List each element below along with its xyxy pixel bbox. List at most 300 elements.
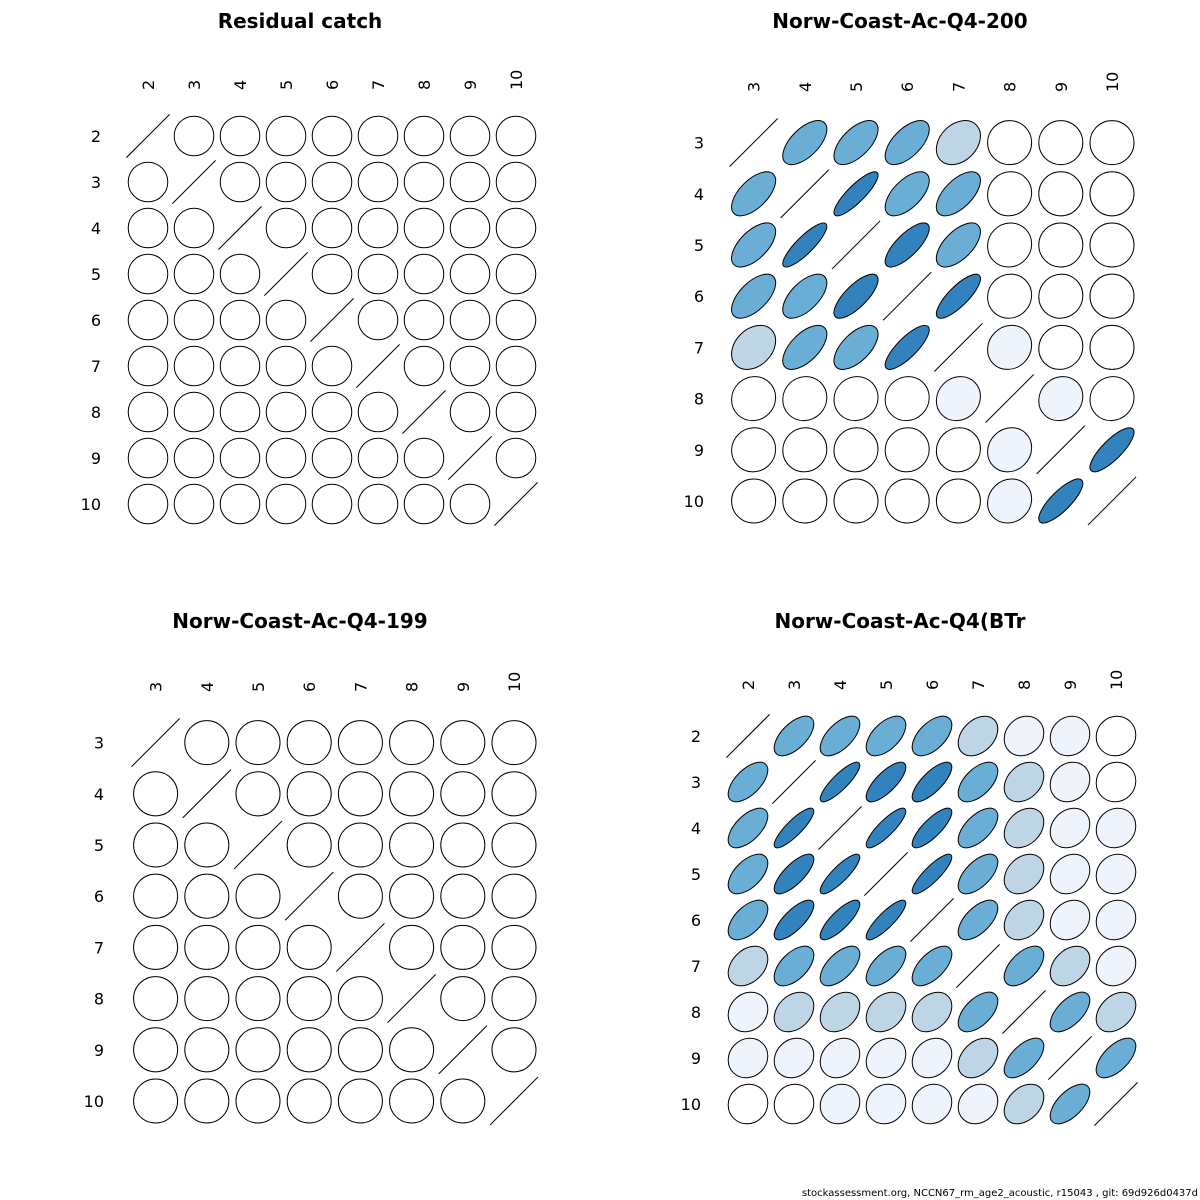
- correlation-ellipse-mark: [1084, 422, 1140, 478]
- correlation-ellipse-mark: [1088, 846, 1144, 902]
- correlation-ellipse-mark: [724, 267, 783, 326]
- row-tick-label: 6: [693, 287, 704, 307]
- column-tick-label: 6: [300, 681, 320, 692]
- correlation-ellipse-mark: [396, 200, 452, 256]
- correlation-ellipse-mark: [1030, 368, 1092, 430]
- correlation-ellipse-mark: [380, 865, 442, 927]
- correlation-ellipse-mark: [996, 708, 1052, 764]
- correlation-ellipse-mark: [166, 338, 222, 394]
- correlation-ellipse-mark: [829, 167, 883, 221]
- correlation-ellipse-mark: [350, 108, 406, 164]
- diagonal-line-mark: [172, 160, 215, 203]
- correlation-ellipse-mark: [483, 711, 545, 773]
- column-tick-label: 5: [249, 681, 268, 692]
- row-tick-label: 3: [93, 733, 104, 753]
- row-tick-label: 8: [90, 403, 101, 422]
- correlation-ellipse-mark: [380, 1019, 442, 1081]
- correlation-ellipse-mark: [720, 1030, 776, 1086]
- row-tick-label: 4: [90, 219, 101, 238]
- correlation-ellipse-mark: [120, 246, 176, 302]
- correlation-ellipse-mark: [120, 200, 176, 256]
- correlation-ellipse-mark: [120, 384, 176, 440]
- correlation-ellipse-mark: [442, 476, 498, 532]
- correlation-ellipse-mark: [720, 938, 775, 993]
- correlation-ellipse-mark: [996, 754, 1051, 809]
- correlation-ellipse-mark: [828, 268, 885, 325]
- diagonal-line-mark: [864, 852, 907, 895]
- correlation-ellipse-mark: [227, 763, 289, 825]
- correlation-ellipse-mark: [212, 246, 268, 302]
- correlation-ellipse-mark: [775, 267, 834, 326]
- correlation-ellipse-mark: [767, 709, 820, 762]
- correlation-ellipse-mark: [775, 318, 834, 377]
- correlation-ellipse-mark: [488, 292, 544, 348]
- correlation-ellipse-mark: [904, 984, 959, 1039]
- correlation-ellipse-mark: [858, 1076, 914, 1132]
- correlation-ellipse-mark: [979, 419, 1041, 481]
- row-tick-label: 2: [90, 127, 101, 146]
- correlation-ellipse-mark: [304, 200, 360, 256]
- correlation-ellipse-mark: [380, 814, 442, 876]
- row-tick-label: 7: [90, 357, 101, 376]
- correlation-ellipse-mark: [329, 814, 391, 876]
- correlation-ellipse-mark: [212, 338, 268, 394]
- correlation-ellipse-mark: [861, 757, 912, 808]
- correlation-ellipse-mark: [258, 384, 314, 440]
- row-tick-label: 6: [690, 911, 701, 930]
- diagonal-line-mark: [356, 344, 399, 387]
- correlation-ellipse-mark: [120, 476, 176, 532]
- diagonal-line-mark: [310, 298, 353, 341]
- correlation-ellipse-mark: [304, 108, 360, 164]
- column-tick-label: 7: [369, 79, 388, 90]
- correlation-ellipse-mark: [1081, 163, 1143, 225]
- row-tick-label: 9: [93, 1040, 104, 1060]
- column-tick-label: 2: [139, 79, 158, 90]
- correlation-ellipse-mark: [1042, 708, 1098, 764]
- correlation-ellipse-mark: [812, 1076, 868, 1132]
- column-tick-label: 5: [847, 81, 866, 92]
- correlation-ellipse-mark: [950, 1030, 1005, 1085]
- correlation-ellipse-mark: [278, 916, 340, 978]
- correlation-ellipse-mark: [825, 367, 887, 429]
- correlation-ellipse-mark: [815, 895, 865, 945]
- diagonal-line-mark: [218, 206, 261, 249]
- correlation-ellipse-mark: [1088, 754, 1144, 810]
- correlation-ellipse-mark: [278, 1070, 340, 1132]
- correlation-ellipse-mark: [176, 814, 238, 876]
- row-tick-label: 8: [690, 1003, 701, 1022]
- correlation-ellipse-mark: [120, 154, 176, 210]
- diagonal-line-mark: [956, 944, 999, 987]
- row-tick-label: 10: [683, 492, 704, 511]
- panel-title: Norw-Coast-Ac-Q4-199: [172, 609, 428, 633]
- correlation-ellipse-mark: [329, 711, 391, 773]
- correlation-ellipse-mark: [878, 164, 937, 223]
- correlation-ellipse-mark: [1033, 473, 1089, 529]
- correlation-ellipse-mark: [488, 154, 544, 210]
- correlation-ellipse-mark: [432, 763, 494, 825]
- correlation-ellipse-mark: [166, 430, 222, 486]
- correlation-ellipse-mark: [124, 763, 186, 825]
- correlation-ellipse-mark: [770, 804, 819, 853]
- correlation-ellipse-mark: [227, 1070, 289, 1132]
- correlation-ellipse-mark: [258, 200, 314, 256]
- correlation-ellipse-mark: [278, 711, 340, 773]
- correlation-ellipse-mark: [978, 265, 1040, 327]
- row-tick-label: 4: [690, 819, 701, 838]
- row-tick-label: 3: [90, 173, 101, 192]
- diagonal-line-mark: [126, 114, 169, 157]
- correlation-ellipse-mark: [350, 200, 406, 256]
- correlation-ellipse-mark: [876, 419, 938, 481]
- correlation-ellipse-mark: [879, 217, 936, 274]
- diagonal-line-mark: [494, 482, 537, 525]
- correlation-ellipse-mark: [380, 763, 442, 825]
- correlation-ellipse-mark: [396, 154, 452, 210]
- row-tick-label: 3: [690, 773, 701, 792]
- column-tick-label: 4: [231, 79, 250, 90]
- correlation-ellipse-mark: [774, 470, 836, 532]
- correlation-ellipse-mark: [227, 1019, 289, 1081]
- correlation-ellipse-mark: [951, 893, 1004, 946]
- correlation-ellipse-mark: [432, 916, 494, 978]
- panel-norw-coast-ac-q4-199: [84, 609, 546, 1132]
- correlation-ellipse-mark: [724, 215, 783, 274]
- correlation-ellipse-mark: [488, 246, 544, 302]
- diagonal-line-mark: [1037, 426, 1085, 474]
- correlation-ellipse-mark: [120, 292, 176, 348]
- correlation-ellipse-mark: [488, 338, 544, 394]
- correlation-ellipse-mark: [859, 709, 913, 763]
- correlation-ellipse-mark: [380, 916, 442, 978]
- correlation-ellipse-mark: [979, 470, 1041, 532]
- correlation-ellipse-mark: [176, 711, 238, 773]
- column-tick-label: 10: [505, 671, 524, 692]
- diagonal-line-mark: [1002, 990, 1045, 1033]
- column-tick-label: 5: [877, 679, 896, 690]
- correlation-ellipse-mark: [442, 384, 498, 440]
- row-tick-label: 10: [680, 1095, 701, 1114]
- correlation-ellipse-mark: [442, 292, 498, 348]
- correlation-ellipse-mark: [1088, 708, 1144, 764]
- row-tick-label: 5: [690, 865, 701, 884]
- correlation-ellipse-mark: [1088, 800, 1144, 856]
- column-tick-label: 9: [1061, 679, 1080, 690]
- correlation-ellipse-mark: [721, 893, 775, 947]
- panel-title: Norw-Coast-Ac-Q4-200: [772, 9, 1028, 33]
- diagonal-line-mark: [1094, 1082, 1137, 1125]
- diagonal-line-mark: [986, 375, 1034, 423]
- correlation-ellipse-mark: [432, 865, 494, 927]
- correlation-ellipse-mark: [227, 967, 289, 1029]
- correlation-ellipse-mark: [124, 814, 186, 876]
- row-tick-label: 7: [93, 938, 104, 958]
- correlation-ellipse-mark: [997, 939, 1051, 993]
- column-tick-label: 5: [277, 79, 296, 90]
- correlation-ellipse-mark: [927, 470, 989, 532]
- correlation-ellipse-mark: [1088, 984, 1143, 1039]
- column-tick-label: 8: [402, 681, 422, 692]
- correlation-ellipse-mark: [278, 763, 340, 825]
- correlation-ellipse-mark: [859, 939, 912, 992]
- row-tick-label: 8: [693, 389, 704, 409]
- diagonal-line-mark: [730, 119, 778, 167]
- correlation-ellipse-mark: [258, 430, 314, 486]
- diagonal-line-mark: [832, 221, 880, 269]
- correlation-ellipse-mark: [304, 154, 360, 210]
- correlation-ellipse-mark: [1081, 367, 1143, 429]
- correlation-ellipse-mark: [951, 801, 1004, 854]
- row-tick-label: 9: [693, 440, 704, 460]
- correlation-ellipse-mark: [1043, 1077, 1096, 1130]
- correlation-ellipse-mark: [774, 367, 836, 429]
- correlation-ellipse-mark: [227, 865, 289, 927]
- column-tick-label: 2: [739, 679, 758, 690]
- correlation-ellipse-mark: [978, 163, 1040, 225]
- row-tick-label: 5: [90, 265, 101, 284]
- correlation-ellipse-mark: [1030, 316, 1092, 378]
- correlation-ellipse-mark: [816, 850, 865, 899]
- panel-title: Residual catch: [217, 9, 383, 33]
- row-tick-label: 4: [693, 184, 704, 204]
- row-tick-label: 6: [90, 311, 101, 330]
- correlation-ellipse-mark: [442, 108, 498, 164]
- correlation-ellipse-mark: [396, 430, 452, 486]
- correlation-ellipse-mark: [721, 801, 774, 854]
- correlation-ellipse-mark: [862, 804, 911, 853]
- correlation-ellipse-mark: [124, 1070, 186, 1132]
- correlation-ellipse-mark: [907, 757, 958, 808]
- correlation-ellipse-mark: [1042, 892, 1098, 948]
- row-tick-label: 6: [93, 887, 104, 907]
- correlation-ellipse-mark: [488, 430, 544, 486]
- correlation-ellipse-mark: [227, 916, 289, 978]
- column-tick-label: 9: [461, 79, 480, 90]
- correlation-ellipse-mark: [442, 200, 498, 256]
- column-tick-label: 3: [146, 681, 166, 692]
- correlation-ellipse-mark: [721, 847, 775, 901]
- correlation-ellipse-mark: [858, 984, 913, 1039]
- panel-residual-catch: [81, 9, 544, 532]
- correlation-ellipse-mark: [166, 292, 222, 348]
- correlation-ellipse-mark: [904, 1030, 960, 1086]
- correlation-ellipse-mark: [329, 865, 391, 927]
- diagonal-line-mark: [910, 898, 953, 941]
- correlation-ellipse-mark: [907, 803, 957, 853]
- diagonal-line-mark: [439, 1026, 487, 1074]
- correlation-ellipse-mark: [483, 814, 545, 876]
- correlation-ellipse-mark: [774, 419, 836, 481]
- correlation-ellipse-mark: [1042, 754, 1098, 810]
- column-tick-label: 10: [1107, 669, 1126, 690]
- correlation-ellipse-mark: [928, 112, 990, 174]
- column-tick-label: 9: [1051, 81, 1071, 92]
- column-tick-label: 10: [507, 69, 526, 90]
- correlation-ellipse-mark: [120, 430, 176, 486]
- correlation-ellipse-mark: [723, 317, 785, 379]
- column-tick-label: 3: [185, 79, 204, 90]
- correlation-ellipse-mark: [767, 939, 821, 993]
- correlation-ellipse-mark: [775, 113, 834, 172]
- correlation-ellipse-mark: [978, 111, 1040, 173]
- correlation-ellipse-mark: [212, 108, 268, 164]
- correlation-ellipse-mark: [979, 316, 1041, 378]
- row-tick-label: 10: [80, 495, 101, 514]
- correlation-ellipse-mark: [724, 164, 783, 223]
- correlation-ellipse-mark: [997, 1031, 1050, 1084]
- correlation-ellipse-mark: [931, 268, 987, 324]
- column-tick-label: 6: [323, 79, 342, 90]
- correlation-ellipse-mark: [258, 338, 314, 394]
- diagonal-line-mark: [234, 821, 282, 869]
- correlation-ellipse-mark: [432, 967, 494, 1029]
- correlation-ellipse-mark: [929, 164, 988, 223]
- correlation-ellipse-mark: [176, 916, 238, 978]
- correlation-ellipse-mark: [1030, 163, 1092, 225]
- row-tick-label: 9: [90, 449, 101, 468]
- correlation-ellipse-mark: [1081, 214, 1143, 276]
- correlation-ellipse-mark: [442, 246, 498, 302]
- correlation-ellipse-mark: [1081, 265, 1143, 327]
- panel-norw-coast-ac-q4-btr: [681, 609, 1144, 1132]
- correlation-ellipse-mark: [120, 338, 176, 394]
- correlation-ellipse-mark: [329, 763, 391, 825]
- correlation-ellipse-mark: [483, 763, 545, 825]
- column-tick-label: 3: [785, 679, 804, 690]
- correlation-ellipse-mark: [442, 338, 498, 394]
- column-tick-label: 4: [831, 679, 850, 690]
- correlation-ellipse-mark: [929, 215, 988, 274]
- diagonal-line-mark: [132, 719, 180, 767]
- column-tick-label: 4: [197, 681, 217, 692]
- diagonal-line-mark: [264, 252, 307, 295]
- diagonal-line-mark: [490, 1077, 538, 1125]
- correlation-ellipse-mark: [304, 246, 360, 302]
- correlation-ellipse-mark: [212, 430, 268, 486]
- correlation-ellipse-mark: [488, 200, 544, 256]
- correlation-ellipse-mark: [166, 108, 222, 164]
- correlation-ellipse-mark: [722, 367, 784, 429]
- correlation-ellipse-mark: [778, 218, 832, 272]
- diagonal-line-mark: [781, 170, 829, 218]
- correlation-ellipse-mark: [905, 939, 958, 992]
- correlation-ellipse-mark: [879, 320, 935, 376]
- panel-norw-coast-ac-q4-200: [684, 9, 1144, 532]
- correlation-ellipse-mark: [905, 709, 959, 763]
- correlation-ellipse-mark: [258, 108, 314, 164]
- correlation-ellipse-mark: [1042, 800, 1098, 856]
- correlation-ellipse-mark: [826, 113, 885, 172]
- correlation-ellipse-mark: [442, 154, 498, 210]
- correlation-ellipse-mark: [1043, 985, 1096, 1038]
- correlation-ellipse-mark: [176, 1070, 238, 1132]
- correlation-ellipse-mark: [826, 318, 885, 377]
- correlation-ellipse-mark: [166, 200, 222, 256]
- correlation-ellipse-mark: [124, 916, 186, 978]
- correlation-ellipse-mark: [908, 850, 957, 899]
- correlation-ellipse-mark: [380, 1070, 442, 1132]
- correlation-ellipse-mark: [278, 967, 340, 1029]
- correlation-ellipse-mark: [350, 384, 406, 440]
- diagonal-line-mark: [388, 975, 436, 1023]
- correlation-ellipse-mark: [1030, 214, 1092, 276]
- correlation-ellipse-mark: [996, 800, 1051, 855]
- row-tick-label: 9: [690, 1049, 701, 1068]
- correlation-ellipse-mark: [350, 246, 406, 302]
- correlation-ellipse-mark: [176, 967, 238, 1029]
- correlation-ellipse-mark: [722, 470, 784, 532]
- correlation-ellipse-mark: [304, 338, 360, 394]
- row-tick-label: 8: [93, 989, 104, 1009]
- correlation-ellipse-mark: [350, 476, 406, 532]
- correlation-ellipse-mark: [769, 849, 820, 900]
- correlation-ellipse-mark: [996, 892, 1051, 947]
- row-tick-label: 5: [693, 236, 704, 255]
- correlation-ellipse-mark: [1081, 316, 1143, 378]
- correlation-ellipse-mark: [927, 368, 989, 430]
- correlation-ellipse-mark: [488, 384, 544, 440]
- correlation-ellipse-mark: [878, 113, 937, 172]
- correlation-ellipse-mark: [212, 384, 268, 440]
- correlation-ellipse-mark: [1081, 111, 1143, 173]
- correlation-ellipse-mark: [329, 1070, 391, 1132]
- correlation-ellipse-mark: [166, 246, 222, 302]
- correlation-ellipse-mark: [1030, 111, 1092, 173]
- correlation-ellipse-mark: [813, 939, 866, 992]
- correlation-ellipse-mark: [432, 814, 494, 876]
- correlation-ellipse-mark: [951, 985, 1005, 1039]
- correlation-ellipse-mark: [278, 1019, 340, 1081]
- correlation-ellipse-mark: [212, 292, 268, 348]
- column-tick-label: 7: [949, 81, 969, 92]
- correlation-ellipse-mark: [176, 865, 238, 927]
- correlation-ellipse-mark: [483, 967, 545, 1029]
- correlation-ellipse-mark: [766, 984, 821, 1039]
- correlation-ellipse-mark: [396, 292, 452, 348]
- correlation-ellipse-mark: [278, 814, 340, 876]
- correlation-ellipse-mark: [350, 292, 406, 348]
- correlation-ellipse-mark: [1088, 892, 1144, 948]
- column-tick-label: 3: [744, 81, 764, 92]
- correlation-ellipse-mark: [227, 711, 289, 773]
- correlation-ellipse-mark: [816, 758, 865, 807]
- column-tick-label: 8: [415, 79, 434, 90]
- diagonal-line-mark: [1048, 1036, 1091, 1079]
- correlation-ellipse-mark: [904, 1076, 960, 1132]
- correlation-ellipse-mark: [996, 846, 1051, 901]
- row-tick-label: 5: [93, 836, 104, 855]
- correlation-ellipse-mark: [304, 384, 360, 440]
- correlation-ellipse-mark: [862, 896, 911, 945]
- correlation-ellipse-mark: [488, 108, 544, 164]
- column-tick-label: 10: [1103, 71, 1122, 92]
- row-tick-label: 2: [690, 727, 701, 746]
- correlation-ellipse-mark: [769, 895, 820, 946]
- correlation-ellipse-mark: [432, 711, 494, 773]
- correlation-ellipse-mark: [124, 1019, 186, 1081]
- correlation-ellipse-mark: [396, 108, 452, 164]
- correlation-ellipse-mark: [720, 984, 776, 1040]
- diagonal-line-mark: [402, 390, 445, 433]
- diagonal-line-mark: [183, 770, 231, 818]
- diagonal-line-mark: [883, 272, 931, 320]
- column-tick-label: 7: [351, 681, 371, 692]
- correlation-ellipse-mark: [825, 470, 887, 532]
- correlation-ellipse-mark: [927, 419, 989, 481]
- diagonal-line-mark: [726, 714, 769, 757]
- correlation-ellipse-mark: [812, 1030, 868, 1086]
